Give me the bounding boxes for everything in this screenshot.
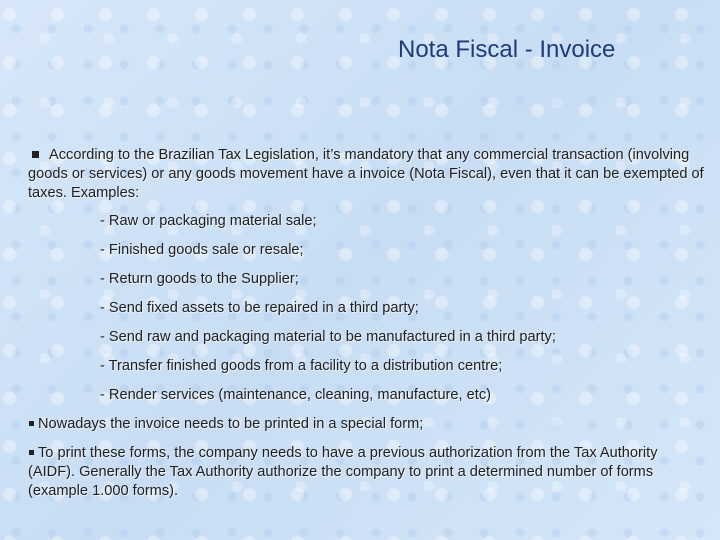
list-item: - Return goods to the Supplier; (100, 271, 299, 287)
intro-paragraph (28, 146, 704, 203)
square-bullet-icon (29, 450, 34, 455)
square-bullet-icon (32, 151, 39, 158)
note-paragraph-1 (28, 415, 704, 434)
list-item: - Transfer finished goods from a facility to a distribution centre; (100, 358, 503, 374)
list-item: - Raw or packaging material sale; (100, 213, 317, 229)
slide-content (28, 146, 704, 511)
examples-list (28, 212, 704, 405)
note-text-2: To print these forms, the company needs to have a previous authorization from the Tax Authority (AIDF). Generally the Tax Authority authorize the company to print a determined number of forms (example 1.000 forms). (28, 445, 658, 499)
list-item: - Render services (maintenance, cleaning, manufacture, etc) (100, 387, 491, 403)
note-text-1: Nowadays the invoice needs to be printed in a special form; (38, 416, 424, 432)
intro-text: According to the Brazilian Tax Legislation, it’s mandatory that any commercial transaction (involving goods or services) or any goods movement have a invoice (Nota Fiscal), even that it can be exempted of taxes. Examples: (28, 147, 704, 201)
list-item: - Send fixed assets to be repaired in a third party; (100, 300, 419, 316)
list-item: - Finished goods sale or resale; (100, 242, 304, 258)
slide-title: Nota Fiscal - Invoice (398, 36, 616, 63)
square-bullet-icon (29, 421, 34, 426)
note-paragraph-2 (28, 444, 704, 501)
list-item: - Send raw and packaging material to be manufactured in a third party; (100, 329, 556, 345)
